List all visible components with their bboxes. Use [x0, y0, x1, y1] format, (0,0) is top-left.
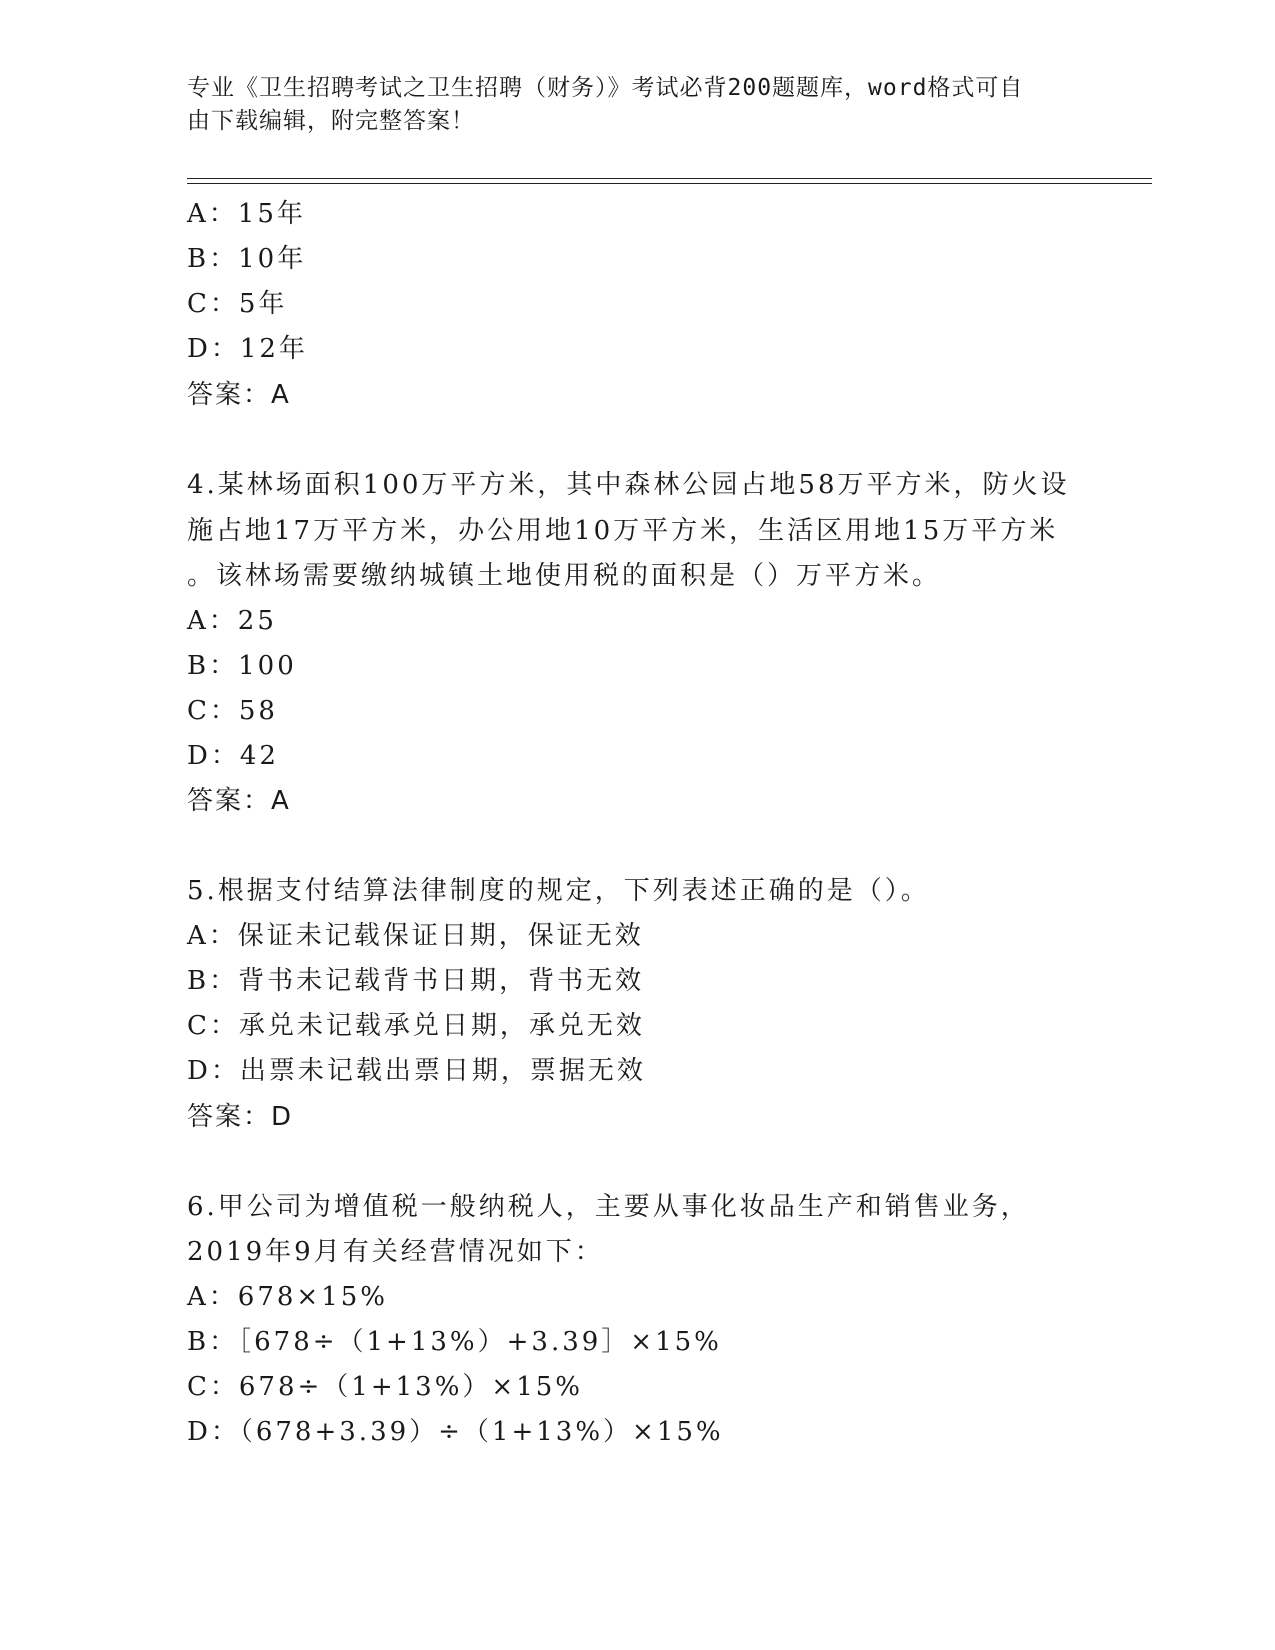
header-divider-bottom	[187, 183, 1152, 184]
q4-option-b: B：100	[187, 651, 297, 681]
q5-option-b: B：背书未记载背书日期，背书无效	[187, 966, 645, 996]
header-line-1: 专业《卫生招聘考试之卫生招聘（财务）》考试必背200题题库，word格式可自	[187, 75, 1024, 101]
q6-stem-line-2: 2019年9月有关经营情况如下：	[187, 1237, 604, 1267]
q4-stem-line-2: 施占地17万平方米，办公用地10万平方米，生活区用地15万平方米	[187, 516, 1059, 546]
q6-option-c: C：678÷（1+13%）×15%	[187, 1372, 583, 1402]
q5-stem-line-1: 5.根据支付结算法律制度的规定，下列表述正确的是（）。	[187, 876, 930, 906]
q3-option-d: D：12年	[187, 334, 308, 364]
header-divider-top	[187, 178, 1152, 179]
q3-option-a: A：15年	[187, 199, 306, 229]
q3-option-c: C：5年	[187, 289, 288, 319]
q6-option-a: A：678×15%	[187, 1282, 388, 1312]
q4-option-d: D：42	[187, 741, 279, 771]
document-header	[187, 72, 1067, 138]
q6-stem-line-1: 6.甲公司为增值税一般纳税人，主要从事化妆品生产和销售业务，	[187, 1192, 1030, 1222]
q3-answer: 答案：A	[187, 380, 291, 410]
header-line-2: 由下载编辑，附完整答案！	[187, 108, 475, 134]
q6-option-d: D：（678+3.39）÷（1+13%）×15%	[187, 1417, 724, 1447]
q5-option-a: A：保证未记载保证日期，保证无效	[187, 921, 644, 951]
q4-answer: 答案：A	[187, 786, 291, 816]
q6-option-b: B：［678÷（1+13%）+3.39］×15%	[187, 1327, 722, 1357]
q4-stem-line-1: 4.某林场面积100万平方米，其中森林公园占地58万平方米，防火设	[187, 470, 1070, 500]
q4-option-c: C：58	[187, 696, 278, 726]
q4-stem-line-3: 。该林场需要缴纳城镇土地使用税的面积是（）万平方米。	[187, 561, 942, 591]
q5-option-c: C：承兑未记载承兑日期，承兑无效	[187, 1011, 645, 1041]
q5-answer: 答案：D	[187, 1102, 294, 1132]
q3-option-b: B：10年	[187, 244, 307, 274]
q4-option-a: A：25	[187, 606, 277, 636]
q5-option-d: D：出票未记载出票日期，票据无效	[187, 1056, 646, 1086]
